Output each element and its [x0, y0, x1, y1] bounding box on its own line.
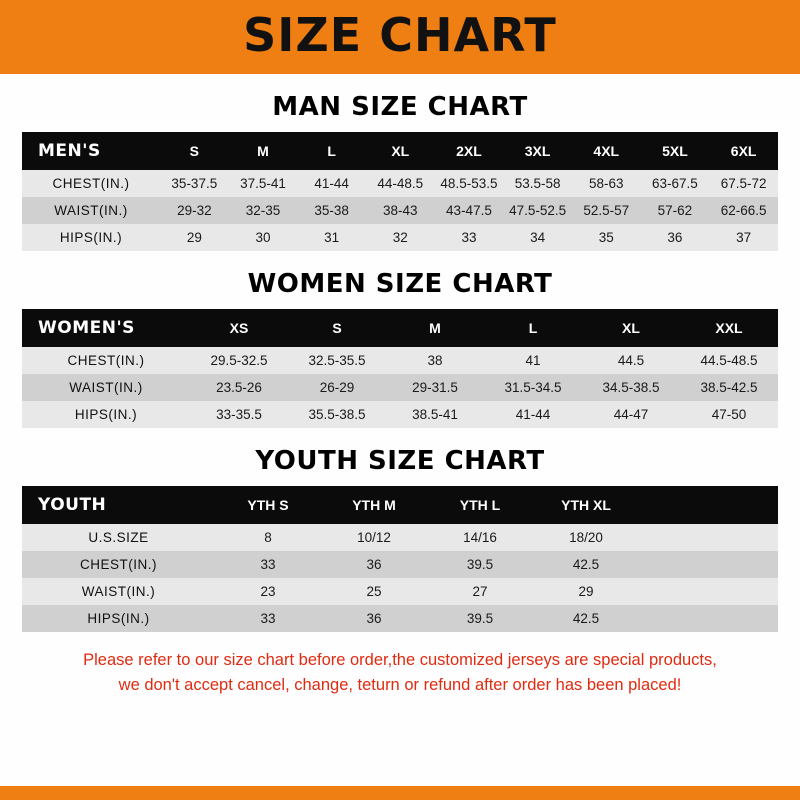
men-chest-5xl: 63-67.5 [652, 176, 698, 191]
table-row [22, 524, 778, 551]
women-hips-l: 41-44 [515, 407, 551, 422]
table-row [22, 605, 778, 632]
women-waist-l: 31.5-34.5 [504, 380, 562, 395]
youth-chest-s: 33 [260, 557, 276, 572]
footer-note-line-2: we don't accept cancel, change, teturn or refund after order has been placed! [118, 675, 682, 694]
men-col-m: M [229, 132, 298, 170]
youth-size-table [22, 486, 778, 632]
youth-chest-m: 36 [366, 557, 382, 572]
women-hips-xl: 44-47 [613, 407, 649, 422]
women-chest-xl: 44.5 [617, 353, 645, 368]
youth-col-l: YTH L [427, 486, 533, 524]
women-hips-xs: 33-35.5 [216, 407, 262, 422]
table-row [22, 578, 778, 605]
youth-col-m: YTH M [321, 486, 427, 524]
women-waist-xxl: 38.5-42.5 [700, 380, 758, 395]
men-label-header: MEN'S [22, 132, 160, 170]
women-table-head [22, 309, 778, 347]
youth-ussize-l: 14/16 [463, 530, 497, 545]
section-youth [22, 446, 778, 632]
youth-label-header: YOUTH [22, 486, 215, 524]
women-col-xs: XS [190, 309, 288, 347]
page-title: SIZE CHART [243, 8, 557, 62]
women-waist-s: 26-29 [319, 380, 355, 395]
section-women [22, 269, 778, 428]
men-chest-m: 37.5-41 [240, 176, 286, 191]
men-table-head [22, 132, 778, 170]
men-hips-4xl: 35 [598, 230, 614, 245]
men-col-l: L [297, 132, 366, 170]
women-hips-s: 35.5-38.5 [308, 407, 366, 422]
men-hips-2xl: 33 [461, 230, 477, 245]
footer-note [22, 648, 778, 698]
bottom-accent-strip [0, 786, 800, 800]
table-row [22, 374, 778, 401]
table-row [22, 401, 778, 428]
women-col-m: M [386, 309, 484, 347]
women-hips-xxl: 47-50 [711, 407, 747, 422]
men-hips-6xl: 37 [736, 230, 752, 245]
men-row-label-hips: HIPS(IN.) [59, 230, 123, 245]
men-chest-4xl: 58-63 [589, 176, 624, 191]
table-header-row [22, 486, 778, 524]
youth-ussize-s: 8 [264, 530, 272, 545]
youth-row-label-waist: WAIST(IN.) [81, 584, 156, 599]
youth-table-body [22, 524, 778, 632]
youth-col-s: YTH S [215, 486, 321, 524]
youth-hips-l: 39.5 [466, 611, 494, 626]
youth-cell-spacer [639, 578, 778, 605]
youth-hips-xl: 42.5 [572, 611, 600, 626]
men-chest-l: 41-44 [314, 176, 349, 191]
women-col-xl: XL [582, 309, 680, 347]
youth-ussize-m: 10/12 [357, 530, 391, 545]
chart-content [0, 92, 800, 698]
table-header-row [22, 309, 778, 347]
women-col-xxl: XXL [680, 309, 778, 347]
youth-row-label-chest: CHEST(IN.) [80, 557, 157, 572]
youth-cell-spacer [639, 551, 778, 578]
men-chest-2xl: 48.5-53.5 [440, 176, 498, 191]
men-waist-s: 29-32 [177, 203, 212, 218]
table-row [22, 224, 778, 251]
table-row [22, 197, 778, 224]
men-chest-s: 35-37.5 [171, 176, 218, 191]
youth-waist-l: 27 [472, 584, 488, 599]
youth-hips-m: 36 [366, 611, 382, 626]
men-col-xl: XL [366, 132, 435, 170]
youth-col-xl: YTH XL [533, 486, 639, 524]
men-waist-xl: 38-43 [383, 203, 418, 218]
men-hips-3xl: 34 [530, 230, 546, 245]
women-col-s: S [288, 309, 386, 347]
table-row [22, 551, 778, 578]
women-row-label-chest: CHEST(IN.) [67, 353, 145, 368]
men-waist-5xl: 57-62 [657, 203, 693, 218]
women-waist-xl: 34.5-38.5 [602, 380, 660, 395]
women-row-label-waist: WAIST(IN.) [69, 380, 143, 395]
men-col-s: S [160, 132, 229, 170]
table-header-row [22, 132, 778, 170]
women-chest-xs: 29.5-32.5 [210, 353, 268, 368]
table-row [22, 170, 778, 197]
youth-row-label-ussize: U.S.SIZE [88, 530, 149, 545]
men-waist-m: 32-35 [245, 203, 281, 218]
youth-cell-spacer [639, 524, 778, 551]
women-label-header: WOMEN'S [22, 309, 190, 347]
men-waist-2xl: 43-47.5 [446, 203, 492, 218]
youth-ussize-xl: 18/20 [569, 530, 603, 545]
men-col-4xl: 4XL [572, 132, 641, 170]
youth-table-head [22, 486, 778, 524]
men-chest-3xl: 53.5-58 [514, 176, 561, 191]
women-table-body [22, 347, 778, 428]
women-col-l: L [484, 309, 582, 347]
youth-waist-m: 25 [366, 584, 382, 599]
women-chest-l: 41 [525, 353, 541, 368]
footer-note-line-1: Please refer to our size chart before order,the customized jerseys are special products, [83, 651, 717, 669]
women-row-label-hips: HIPS(IN.) [74, 407, 138, 422]
section-title-men: MAN SIZE CHART [272, 92, 528, 122]
men-waist-4xl: 52.5-57 [583, 203, 630, 218]
men-hips-m: 30 [255, 230, 271, 245]
section-title-women: WOMEN SIZE CHART [247, 269, 553, 299]
women-chest-xxl: 44.5-48.5 [700, 353, 758, 368]
section-men [22, 92, 778, 251]
youth-hips-s: 33 [260, 611, 276, 626]
youth-waist-s: 23 [260, 584, 276, 599]
women-hips-m: 38.5-41 [412, 407, 458, 422]
men-waist-3xl: 47.5-52.5 [509, 203, 567, 218]
women-waist-xs: 23.5-26 [216, 380, 262, 395]
men-waist-6xl: 62-66.5 [720, 203, 767, 218]
men-table-body [22, 170, 778, 251]
men-waist-l: 35-38 [314, 203, 349, 218]
youth-col-spacer [639, 486, 778, 524]
page-header [0, 0, 800, 74]
men-col-6xl: 6XL [709, 132, 778, 170]
section-title-youth: YOUTH SIZE CHART [255, 446, 545, 476]
men-col-2xl: 2XL [435, 132, 504, 170]
men-size-table [22, 132, 778, 251]
men-chest-xl: 44-48.5 [377, 176, 424, 191]
youth-waist-xl: 29 [578, 584, 594, 599]
men-col-3xl: 3XL [503, 132, 572, 170]
youth-chest-l: 39.5 [466, 557, 494, 572]
men-col-5xl: 5XL [641, 132, 710, 170]
men-hips-s: 29 [186, 230, 202, 245]
men-hips-l: 31 [324, 230, 340, 245]
men-row-label-chest: CHEST(IN.) [52, 176, 130, 191]
men-chest-6xl: 67.5-72 [720, 176, 767, 191]
youth-cell-spacer [639, 605, 778, 632]
men-row-label-waist: WAIST(IN.) [54, 203, 128, 218]
youth-row-label-hips: HIPS(IN.) [87, 611, 150, 626]
women-chest-m: 38 [427, 353, 443, 368]
youth-chest-xl: 42.5 [572, 557, 600, 572]
table-row [22, 347, 778, 374]
men-hips-5xl: 36 [667, 230, 683, 245]
men-hips-xl: 32 [392, 230, 408, 245]
women-waist-m: 29-31.5 [412, 380, 458, 395]
women-size-table [22, 309, 778, 428]
women-chest-s: 32.5-35.5 [308, 353, 366, 368]
